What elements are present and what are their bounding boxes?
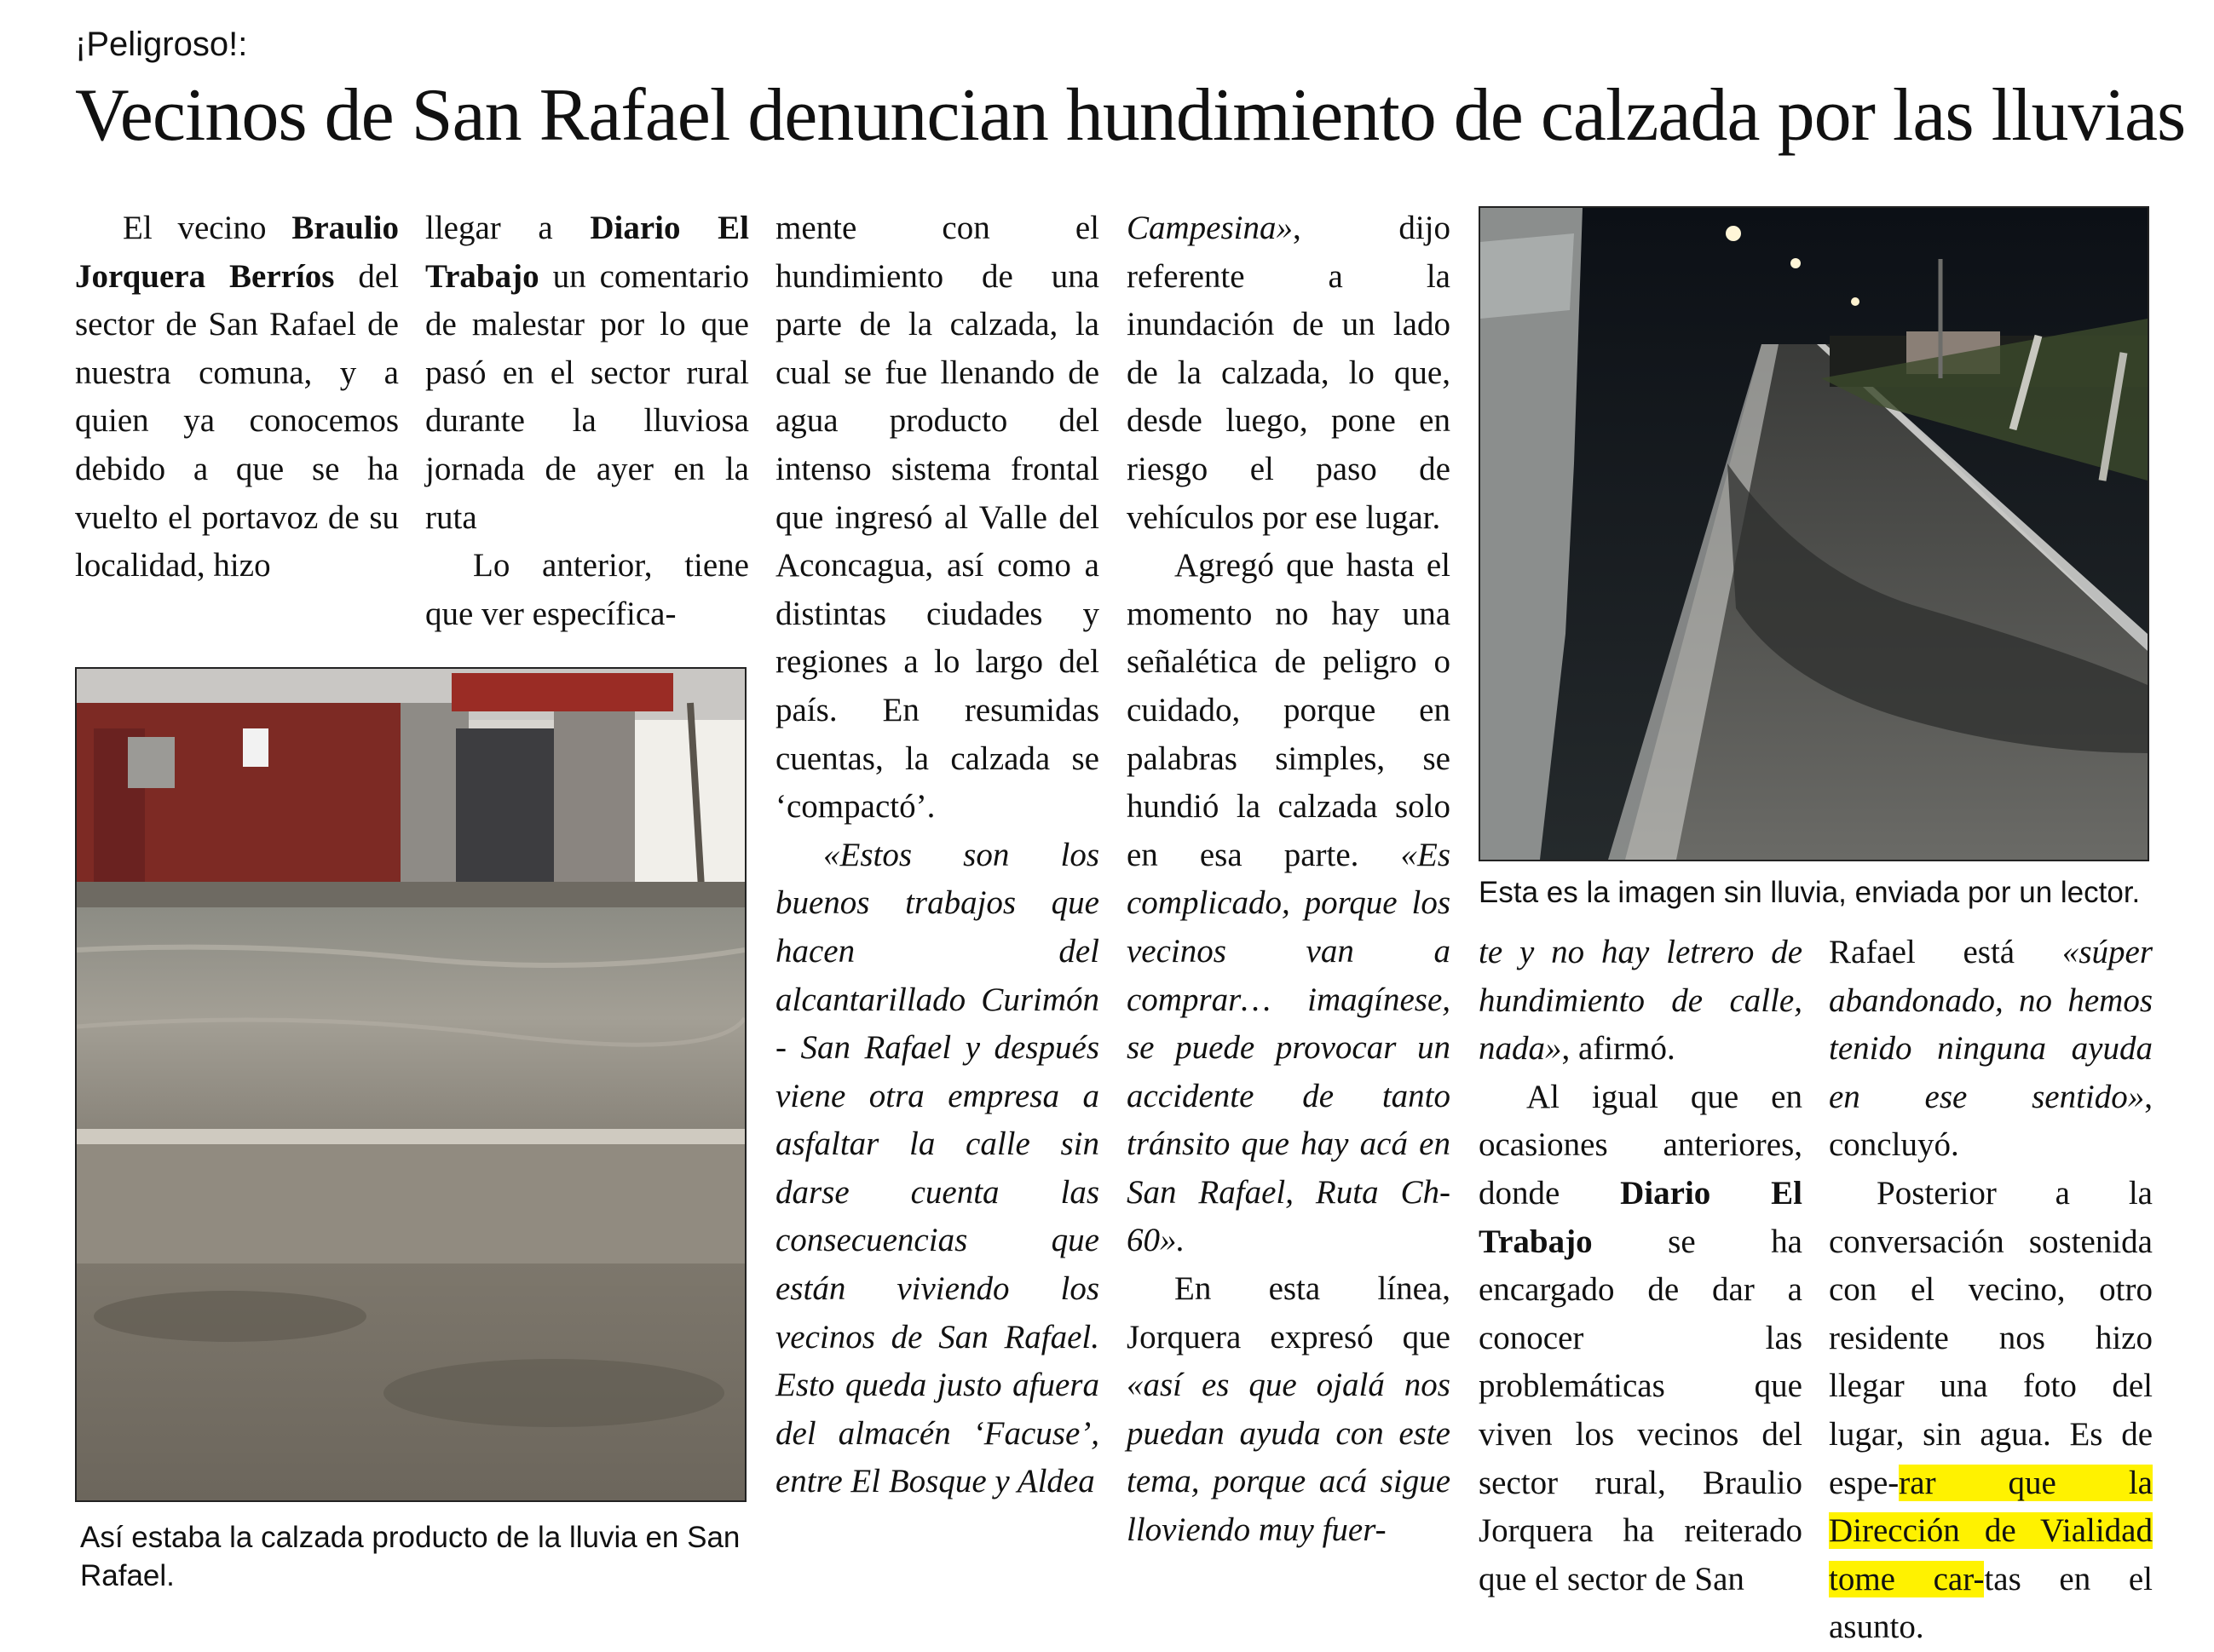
col6-paragraph-2: Posterior a la conversación sostenida con el vecino, otro residente nos hizo llegar una foto del lugar, sin agua. Es de espe-rar que la Dirección de Vialidad tome car-tas en el asunto.	[1829, 1174, 2153, 1646]
col5-paragraph-2: Al igual que en ocasiones anteriores, donde Diario El Trabajo se ha encargado de dar a conocer las problemáticas que viven los vecinos del sector rural, Braulio Jorquera ha reiterado que el sector de San	[1479, 1078, 1802, 1597]
column-3	[775, 204, 1099, 1506]
col6-paragraph-1: Rafael está «súper abandonado, no hemos tenido ninguna ayuda en ese sentido», concluyó.	[1829, 934, 2153, 1164]
kicker: ¡Peligroso!:	[75, 26, 248, 63]
col2-paragraph-2: Lo anterior, tiene que ver específica-	[425, 547, 749, 632]
dry-street-image	[1480, 208, 2148, 860]
column-2	[425, 204, 749, 638]
caption-dry-street: Esta es la imagen sin lluvia, enviada por un lector.	[1479, 876, 2141, 909]
highlighted-text: rar que la Dirección de Vialidad tome car-	[1829, 1464, 2153, 1597]
col2-paragraph-1: llegar a Diario El Trabajo un comentario de malestar por lo que pasó en el sector rural durante la lluviosa jornada de ayer en la ruta	[425, 210, 749, 536]
col3-quote: «Estos son los buenos trabajos que hacen del alcantarillado Curimón - San Rafael y después viene otra empresa a asfaltar la calle sin darse cuenta las consecuencias que están viviendo los vecinos de San Rafael. Esto queda justo afuera del almacén ‘Facuse’, entre El Bosque y Aldea	[775, 836, 1099, 1500]
column-1	[75, 204, 399, 590]
photo-flooded-street	[75, 667, 747, 1502]
person-name: Braulio Jorquera Berríos	[75, 210, 399, 295]
newspaper-name: Diario El Trabajo	[425, 210, 749, 295]
col1-paragraph: El vecino Braulio Jorquera Berríos del sector de San Rafael de nuestra comuna, y a quien ya conocemos debido a que se ha vuelto el portavoz de su localidad, hizo	[75, 210, 399, 584]
col3-paragraph-1: mente con el hundimiento de una parte de la calzada, la cual se fue llenando de agua producto del intenso sistema frontal que ingresó al Valle del Aconcagua, así como a distintas ciudades y regiones a lo largo del país. En resumidas cuentas, la calzada se ‘compactó’.	[775, 210, 1099, 826]
headline: Vecinos de San Rafael denuncian hundimiento de calzada por las lluvias	[75, 74, 2186, 157]
column-5	[1479, 929, 1802, 1603]
photo-dry-street	[1479, 206, 2149, 861]
column-4	[1127, 204, 1450, 1555]
col4-paragraph-3: En esta línea, Jorquera expresó que «así es que ojalá nos puedan ayuda con este tema, porque acá sigue lloviendo muy fuer-	[1127, 1270, 1450, 1549]
col5-paragraph-1: te y no hay letrero de hundimiento de calle, nada», afirmó.	[1479, 934, 1802, 1068]
flooded-street-image	[77, 669, 745, 1500]
column-6	[1829, 929, 2153, 1652]
newspaper-name-2: Diario El Trabajo	[1479, 1174, 1802, 1260]
caption-flooded-street: Así estaba la calzada producto de la lluvia en San Rafael.	[80, 1521, 741, 1592]
col4-paragraph-1: Campesina», dijo referente a la inundación de un lado de la calzada, lo que, desde luego, pone en riesgo el paso de vehículos por ese lugar.	[1127, 210, 1450, 536]
col4-paragraph-2: Agregó que hasta el momento no hay una señalética de peligro o cuidado, porque en palabras simples, se hundió la calzada solo en esa parte. «Es complicado, porque los vecinos van a comprar… imagínese, se puede provocar un accidente de tanto tránsito que hay acá en San Rafael, Ruta Ch-60».	[1127, 547, 1450, 1259]
